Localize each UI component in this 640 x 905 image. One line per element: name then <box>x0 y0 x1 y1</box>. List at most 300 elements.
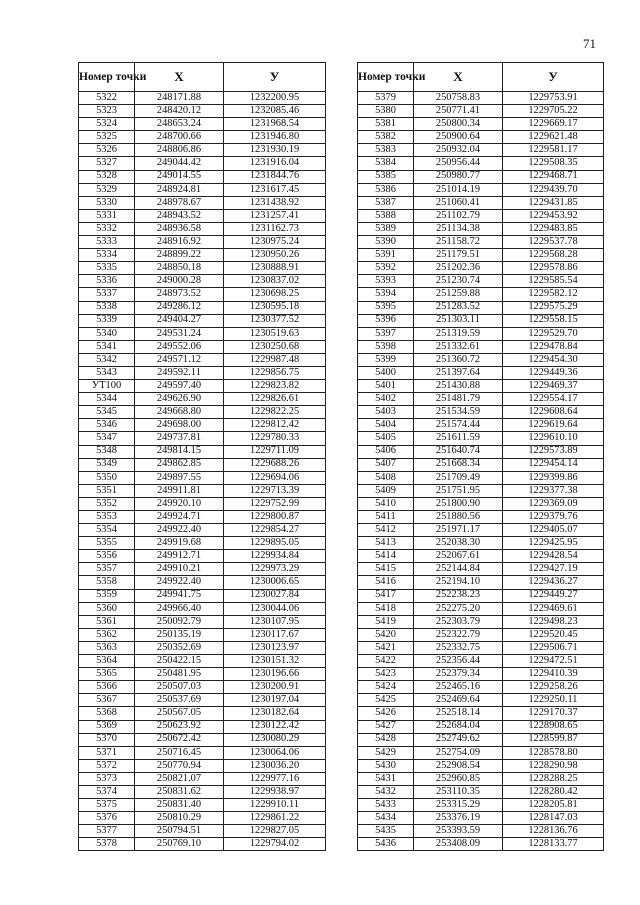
cell-y: 1229780.33 <box>224 432 326 445</box>
cell-point-number: 5392 <box>358 262 414 275</box>
cell-y: 1229573.89 <box>503 445 604 458</box>
cell-x: 249571.12 <box>135 353 224 366</box>
table-row <box>358 144 604 157</box>
table-row <box>358 471 604 484</box>
cell-point-number: 5435 <box>358 825 414 838</box>
cell-point-number: 5396 <box>358 314 414 327</box>
cell-y: 1229861.22 <box>224 812 326 825</box>
cell-x: 249592.11 <box>135 366 224 379</box>
cell-x: 250831.62 <box>135 785 224 798</box>
cell-y: 1230182.64 <box>224 707 326 720</box>
cell-point-number: 5350 <box>79 471 135 484</box>
cell-x: 250507.03 <box>135 681 224 694</box>
cell-point-number: 5412 <box>358 524 414 537</box>
table-row <box>79 799 326 812</box>
cell-point-number: 5340 <box>79 327 135 340</box>
cell-x: 251060.41 <box>414 196 503 209</box>
cell-y: 1229520.45 <box>503 628 604 641</box>
table-row <box>358 537 604 550</box>
cell-x: 252194.10 <box>414 576 503 589</box>
table-row <box>358 445 604 458</box>
table-row <box>358 641 604 654</box>
cell-y: 1229554.17 <box>503 393 604 406</box>
cell-point-number: 5387 <box>358 196 414 209</box>
table-row <box>358 419 604 432</box>
table-row <box>358 484 604 497</box>
cell-point-number: 5416 <box>358 576 414 589</box>
cell-y: 1229582.12 <box>503 288 604 301</box>
cell-point-number: 5328 <box>79 170 135 183</box>
cell-x: 250716.45 <box>135 746 224 759</box>
cell-x: 251574.44 <box>414 419 503 432</box>
cell-x: 249919.68 <box>135 537 224 550</box>
table-row <box>79 209 326 222</box>
table-row <box>358 170 604 183</box>
cell-x: 249941.75 <box>135 589 224 602</box>
cell-x: 250932.04 <box>414 144 503 157</box>
table-row <box>358 799 604 812</box>
cell-y: 1230250.68 <box>224 340 326 353</box>
cell-x: 248420.12 <box>135 105 224 118</box>
table-row <box>79 327 326 340</box>
cell-y: 1229711.09 <box>224 445 326 458</box>
table-row <box>358 393 604 406</box>
cell-x: 248806.86 <box>135 144 224 157</box>
cell-x: 250900.64 <box>414 131 503 144</box>
cell-x: 250769.10 <box>135 838 224 851</box>
cell-point-number: 5389 <box>358 222 414 235</box>
cell-y: 1230595.18 <box>224 301 326 314</box>
cell-y: 1229427.19 <box>503 563 604 576</box>
cell-y: 1229578.86 <box>503 262 604 275</box>
cell-y: 1229454.14 <box>503 458 604 471</box>
table-row <box>79 288 326 301</box>
cell-point-number: 5332 <box>79 222 135 235</box>
cell-y: 1229823.82 <box>224 380 326 393</box>
cell-y: 1230123.97 <box>224 641 326 654</box>
cell-point-number: 5398 <box>358 340 414 353</box>
cell-point-number: 5351 <box>79 484 135 497</box>
cell-y: 1231257.41 <box>224 209 326 222</box>
cell-point-number: 5380 <box>358 105 414 118</box>
table-row <box>79 707 326 720</box>
table-body-left <box>79 92 326 851</box>
cell-point-number: 5324 <box>79 118 135 131</box>
cell-y: 1229826.61 <box>224 393 326 406</box>
table-row <box>79 419 326 432</box>
cell-y: 1229973.29 <box>224 563 326 576</box>
cell-x: 250980.77 <box>414 170 503 183</box>
cell-point-number: 5421 <box>358 641 414 654</box>
table-row <box>79 563 326 576</box>
table-row <box>79 458 326 471</box>
cell-point-number: 5346 <box>79 419 135 432</box>
cell-x: 251751.95 <box>414 484 503 497</box>
cell-point-number: 5341 <box>79 340 135 353</box>
table-row <box>79 720 326 733</box>
cell-y: 1230080.29 <box>224 733 326 746</box>
cell-x: 249668.80 <box>135 406 224 419</box>
table-row <box>79 262 326 275</box>
cell-point-number: 5337 <box>79 288 135 301</box>
header-y: У <box>224 63 326 92</box>
cell-point-number: 5338 <box>79 301 135 314</box>
cell-x: 250422.15 <box>135 655 224 668</box>
cell-point-number: 5342 <box>79 353 135 366</box>
cell-y: 1230519.63 <box>224 327 326 340</box>
cell-x: 249922.40 <box>135 576 224 589</box>
cell-x: 252749.62 <box>414 733 503 746</box>
cell-point-number: 5329 <box>79 183 135 196</box>
cell-y: 1230044.06 <box>224 602 326 615</box>
cell-x: 251014.19 <box>414 183 503 196</box>
table-row <box>79 471 326 484</box>
cell-x: 251481.79 <box>414 393 503 406</box>
cell-point-number: 5376 <box>79 812 135 825</box>
cell-point-number: 5353 <box>79 511 135 524</box>
table-row <box>358 105 604 118</box>
cell-y: 1229827.05 <box>224 825 326 838</box>
cell-x: 252465.16 <box>414 681 503 694</box>
cell-x: 249814.15 <box>135 445 224 458</box>
cell-x: 249597.40 <box>135 380 224 393</box>
table-row <box>79 170 326 183</box>
cell-x: 249912.71 <box>135 550 224 563</box>
cell-x: 250567.05 <box>135 707 224 720</box>
cell-x: 251230.74 <box>414 275 503 288</box>
table-row <box>79 681 326 694</box>
table-row <box>358 668 604 681</box>
cell-point-number: 5430 <box>358 759 414 772</box>
table-row <box>358 550 604 563</box>
cell-y: 1229895.05 <box>224 537 326 550</box>
cell-point-number: 5331 <box>79 209 135 222</box>
cell-y: 1229977.16 <box>224 772 326 785</box>
cell-y: 1230698.25 <box>224 288 326 301</box>
cell-point-number: 5371 <box>79 746 135 759</box>
cell-y: 1229369.09 <box>503 497 604 510</box>
cell-y: 1228578.80 <box>503 746 604 759</box>
cell-x: 251259.88 <box>414 288 503 301</box>
table-row <box>358 275 604 288</box>
cell-point-number: 5382 <box>358 131 414 144</box>
cell-point-number: 5333 <box>79 236 135 249</box>
cell-y: 1229439.70 <box>503 183 604 196</box>
table-row <box>358 196 604 209</box>
cell-x: 249698.00 <box>135 419 224 432</box>
header-x: X <box>414 63 503 92</box>
cell-point-number: 5426 <box>358 707 414 720</box>
cell-y: 1230950.26 <box>224 249 326 262</box>
table-row <box>358 380 604 393</box>
cell-x: 251202.36 <box>414 262 503 275</box>
cell-point-number: 5349 <box>79 458 135 471</box>
cell-point-number: 5429 <box>358 746 414 759</box>
table-row <box>358 720 604 733</box>
cell-y: 1229425.95 <box>503 537 604 550</box>
cell-point-number: 5420 <box>358 628 414 641</box>
cell-y: 1229170.37 <box>503 707 604 720</box>
table-row <box>358 262 604 275</box>
cell-point-number: 5413 <box>358 537 414 550</box>
cell-point-number: 5377 <box>79 825 135 838</box>
table-header-row <box>358 63 604 92</box>
cell-x: 249966.40 <box>135 602 224 615</box>
cell-x: 250537.69 <box>135 694 224 707</box>
cell-y: 1229258.26 <box>503 681 604 694</box>
cell-x: 251397.64 <box>414 366 503 379</box>
cell-point-number: 5428 <box>358 733 414 746</box>
cell-y: 1228908.65 <box>503 720 604 733</box>
table-row <box>358 628 604 641</box>
table-row <box>79 511 326 524</box>
table-row <box>358 772 604 785</box>
cell-point-number: 5365 <box>79 668 135 681</box>
cell-y: 1230064.06 <box>224 746 326 759</box>
cell-point-number: 5423 <box>358 668 414 681</box>
cell-x: 252960.85 <box>414 772 503 785</box>
cell-y: 1229713.39 <box>224 484 326 497</box>
cell-y: 1231438.92 <box>224 196 326 209</box>
cell-point-number: 5388 <box>358 209 414 222</box>
table-row <box>79 641 326 654</box>
cell-y: 1229938.97 <box>224 785 326 798</box>
table-row <box>79 484 326 497</box>
cell-y: 1230151.32 <box>224 655 326 668</box>
table-row <box>358 511 604 524</box>
table-row <box>358 825 604 838</box>
table-row <box>79 524 326 537</box>
cell-x: 251134.38 <box>414 222 503 235</box>
table-row <box>358 340 604 353</box>
table-body-right <box>358 92 604 851</box>
table-row <box>79 655 326 668</box>
cell-x: 252518.14 <box>414 707 503 720</box>
cell-y: 1231930.19 <box>224 144 326 157</box>
cell-x: 251303.11 <box>414 314 503 327</box>
cell-x: 250623.92 <box>135 720 224 733</box>
cell-x: 250481.95 <box>135 668 224 681</box>
table-row <box>79 432 326 445</box>
table-header-row <box>79 63 326 92</box>
cell-x: 250352.69 <box>135 641 224 654</box>
cell-x: 250758.83 <box>414 92 503 105</box>
header-y: У <box>503 63 604 92</box>
table-row <box>358 183 604 196</box>
cell-x: 251534.59 <box>414 406 503 419</box>
cell-x: 252038.30 <box>414 537 503 550</box>
cell-point-number: 5344 <box>79 393 135 406</box>
cell-y: 1230036.20 <box>224 759 326 772</box>
page-number: 71 <box>583 36 596 51</box>
cell-point-number: 5394 <box>358 288 414 301</box>
cell-y: 1228136.76 <box>503 825 604 838</box>
cell-y: 1230975.24 <box>224 236 326 249</box>
table-row <box>358 406 604 419</box>
cell-x: 252908.54 <box>414 759 503 772</box>
cell-point-number: 5363 <box>79 641 135 654</box>
table-row <box>358 589 604 602</box>
cell-point-number: 5361 <box>79 615 135 628</box>
cell-y: 1229669.17 <box>503 118 604 131</box>
cell-x: 251640.74 <box>414 445 503 458</box>
table-row <box>358 681 604 694</box>
cell-x: 253315.29 <box>414 799 503 812</box>
cell-x: 249737.81 <box>135 432 224 445</box>
cell-point-number: 5367 <box>79 694 135 707</box>
cell-point-number: 5364 <box>79 655 135 668</box>
cell-x: 252067.61 <box>414 550 503 563</box>
table-row <box>79 275 326 288</box>
cell-point-number: 5405 <box>358 432 414 445</box>
cell-y: 1229508.35 <box>503 157 604 170</box>
cell-x: 250800.34 <box>414 118 503 131</box>
cell-x: 252275.20 <box>414 602 503 615</box>
cell-point-number: 5373 <box>79 772 135 785</box>
cell-y: 1228205.81 <box>503 799 604 812</box>
cell-x: 251332.61 <box>414 340 503 353</box>
table-row <box>358 432 604 445</box>
cell-point-number: 5400 <box>358 366 414 379</box>
cell-x: 249922.40 <box>135 524 224 537</box>
cell-x: 249014.55 <box>135 170 224 183</box>
table-row <box>358 812 604 825</box>
cell-x: 252379.34 <box>414 668 503 681</box>
cell-y: 1228280.42 <box>503 785 604 798</box>
cell-x: 250831.40 <box>135 799 224 812</box>
cell-x: 249911.81 <box>135 484 224 497</box>
table-row <box>79 406 326 419</box>
cell-y: 1229581.17 <box>503 144 604 157</box>
table-row <box>358 236 604 249</box>
cell-x: 249404.27 <box>135 314 224 327</box>
cell-x: 250135.19 <box>135 628 224 641</box>
cell-y: 1229608.64 <box>503 406 604 419</box>
cell-y: 1229537.78 <box>503 236 604 249</box>
cell-y: 1228147.03 <box>503 812 604 825</box>
cell-x: 251179.51 <box>414 249 503 262</box>
cell-point-number: 5374 <box>79 785 135 798</box>
cell-y: 1229454.30 <box>503 353 604 366</box>
table-row <box>79 615 326 628</box>
cell-point-number: 5424 <box>358 681 414 694</box>
cell-x: 252356.44 <box>414 655 503 668</box>
cell-x: 248924.81 <box>135 183 224 196</box>
cell-point-number: 5403 <box>358 406 414 419</box>
table-row <box>358 576 604 589</box>
cell-y: 1231844.76 <box>224 170 326 183</box>
table-row <box>79 628 326 641</box>
cell-x: 249910.21 <box>135 563 224 576</box>
cell-y: 1229377.38 <box>503 484 604 497</box>
table-row <box>358 209 604 222</box>
table-row <box>358 288 604 301</box>
cell-x: 249924.71 <box>135 511 224 524</box>
cell-y: 1229585.54 <box>503 275 604 288</box>
cell-x: 248936.58 <box>135 222 224 235</box>
cell-y: 1229705.22 <box>503 105 604 118</box>
cell-y: 1230122.42 <box>224 720 326 733</box>
cell-point-number: 5330 <box>79 196 135 209</box>
cell-y: 1229410.39 <box>503 668 604 681</box>
cell-point-number: 5415 <box>358 563 414 576</box>
table-row <box>79 92 326 105</box>
cell-y: 1230196.66 <box>224 668 326 681</box>
cell-y: 1229934.84 <box>224 550 326 563</box>
cell-point-number: 5434 <box>358 812 414 825</box>
cell-point-number: 5436 <box>358 838 414 851</box>
cell-point-number: 5431 <box>358 772 414 785</box>
cell-point-number: 5418 <box>358 602 414 615</box>
cell-point-number: 5326 <box>79 144 135 157</box>
table-row <box>79 301 326 314</box>
cell-point-number: 5362 <box>79 628 135 641</box>
table-row <box>358 655 604 668</box>
cell-point-number: 5327 <box>79 157 135 170</box>
cell-y: 1229472.51 <box>503 655 604 668</box>
table-row <box>358 563 604 576</box>
cell-point-number: 5433 <box>358 799 414 812</box>
cell-y: 1231162.73 <box>224 222 326 235</box>
table-row <box>79 144 326 157</box>
cell-point-number: 5354 <box>79 524 135 537</box>
cell-y: 1228290.98 <box>503 759 604 772</box>
cell-point-number: 5345 <box>79 406 135 419</box>
cell-x: 248916.92 <box>135 236 224 249</box>
cell-point-number: 5375 <box>79 799 135 812</box>
table-row <box>79 602 326 615</box>
cell-point-number: 5386 <box>358 183 414 196</box>
cell-y: 1229987.48 <box>224 353 326 366</box>
table-row <box>358 131 604 144</box>
cell-y: 1230107.95 <box>224 615 326 628</box>
cell-x: 252238.23 <box>414 589 503 602</box>
cell-y: 1229575.29 <box>503 301 604 314</box>
cell-x: 249552.06 <box>135 340 224 353</box>
table-row <box>358 694 604 707</box>
cell-x: 252754.09 <box>414 746 503 759</box>
table-row <box>79 825 326 838</box>
table-row <box>358 524 604 537</box>
table-row <box>358 458 604 471</box>
cell-x: 250810.29 <box>135 812 224 825</box>
cell-point-number: 5407 <box>358 458 414 471</box>
table-row <box>79 118 326 131</box>
table-row <box>358 759 604 772</box>
cell-point-number: 5414 <box>358 550 414 563</box>
table-row <box>79 550 326 563</box>
cell-x: 251971.17 <box>414 524 503 537</box>
cell-y: 1230377.52 <box>224 314 326 327</box>
cell-point-number: 5379 <box>358 92 414 105</box>
cell-point-number: 5381 <box>358 118 414 131</box>
coordinates-table-right <box>357 62 604 851</box>
cell-x: 250672.42 <box>135 733 224 746</box>
cell-point-number: 5357 <box>79 563 135 576</box>
cell-y: 1231968.54 <box>224 118 326 131</box>
cell-point-number: УТ100 <box>79 380 135 393</box>
table-row <box>79 733 326 746</box>
cell-x: 251319.59 <box>414 327 503 340</box>
cell-point-number: 5335 <box>79 262 135 275</box>
cell-point-number: 5427 <box>358 720 414 733</box>
table-row <box>79 838 326 851</box>
cell-y: 1229431.85 <box>503 196 604 209</box>
cell-y: 1229449.27 <box>503 589 604 602</box>
cell-point-number: 5383 <box>358 144 414 157</box>
cell-x: 251709.49 <box>414 471 503 484</box>
cell-y: 1230117.67 <box>224 628 326 641</box>
